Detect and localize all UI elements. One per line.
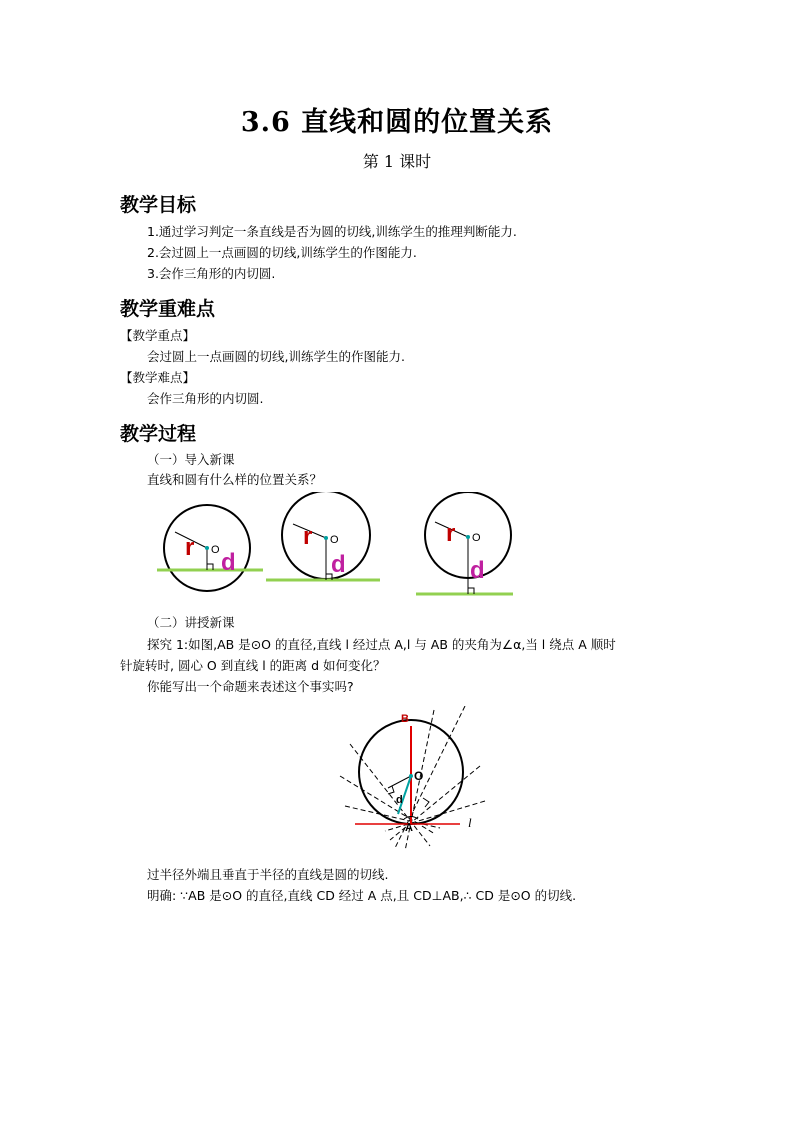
focus-text: 会过圆上一点画圆的切线,训练学生的作图能力. — [147, 349, 405, 364]
d-label-2: d — [331, 551, 346, 578]
label-b: B — [401, 713, 409, 725]
key-points-heading: 教学重难点 — [120, 298, 216, 320]
process-heading: 教学过程 — [120, 423, 197, 445]
figure-intersect — [157, 505, 263, 591]
center-1 — [205, 546, 209, 550]
goal-item-3: 3.会作三角形的内切圆. — [147, 266, 276, 281]
center-3 — [466, 535, 470, 539]
figure-positions — [150, 492, 530, 604]
goal-item-1: 1.通过学习判定一条直线是否为圆的切线,训练学生的推理判断能力. — [147, 224, 517, 239]
center-2 — [324, 536, 328, 540]
conclusion: 过半径外端且垂直于半径的直线是圆的切线. — [147, 867, 389, 882]
label-l: l — [468, 815, 472, 830]
figure-rotation — [330, 706, 490, 856]
goal-item-2: 2.会过圆上一点画圆的切线,训练学生的作图能力. — [147, 245, 417, 260]
o-label-2: O — [330, 534, 339, 546]
r-label-3: r — [446, 520, 456, 547]
center-o — [409, 774, 413, 778]
explore-question: 你能写出一个命题来表述这个事实吗? — [147, 679, 354, 694]
r-label-2: r — [303, 523, 313, 550]
right-angle-b — [423, 798, 429, 807]
label-a: A — [405, 822, 413, 834]
clarify: 明确: ∵AB 是⊙O 的直径,直线 CD 经过 A 点,且 CD⊥AB,∴ CD 是⊙O 的切线. — [147, 888, 577, 903]
figure-tangent — [266, 492, 380, 580]
intro-question: 直线和圆有什么样的位置关系？ — [147, 472, 323, 487]
o-label-3: O — [472, 532, 481, 544]
label-o: O — [414, 769, 424, 783]
explore-line-1: 探究 1:如图,AB 是⊙O 的直径,直线 l 经过点 A,l 与 AB 的夹角为∠α,当 l 绕点 A 顺时 — [147, 637, 616, 652]
goals-heading: 教学目标 — [120, 194, 197, 216]
o-label-1: O — [211, 544, 220, 556]
page-subtitle: 第 1 课时 — [362, 152, 432, 171]
difficulty-text: 会作三角形的内切圆. — [147, 391, 264, 406]
page-title: 3.6 直线和圆的位置关系 — [240, 107, 554, 138]
explore-line-2: 针旋转时, 圆心 O 到直线 l 的距离 d 如何变化？ — [120, 658, 386, 673]
intro-label: （一）导入新课 — [147, 452, 235, 467]
d-label-1: d — [221, 549, 236, 576]
new-lesson-label: （二）讲授新课 — [147, 615, 235, 630]
label-d: d — [396, 794, 403, 806]
focus-label: 【教学重点】 — [120, 328, 196, 343]
r-label-1: r — [185, 534, 195, 561]
difficulty-label: 【教学难点】 — [120, 370, 196, 385]
figure-separate — [416, 492, 513, 594]
d-label-3: d — [470, 557, 485, 584]
